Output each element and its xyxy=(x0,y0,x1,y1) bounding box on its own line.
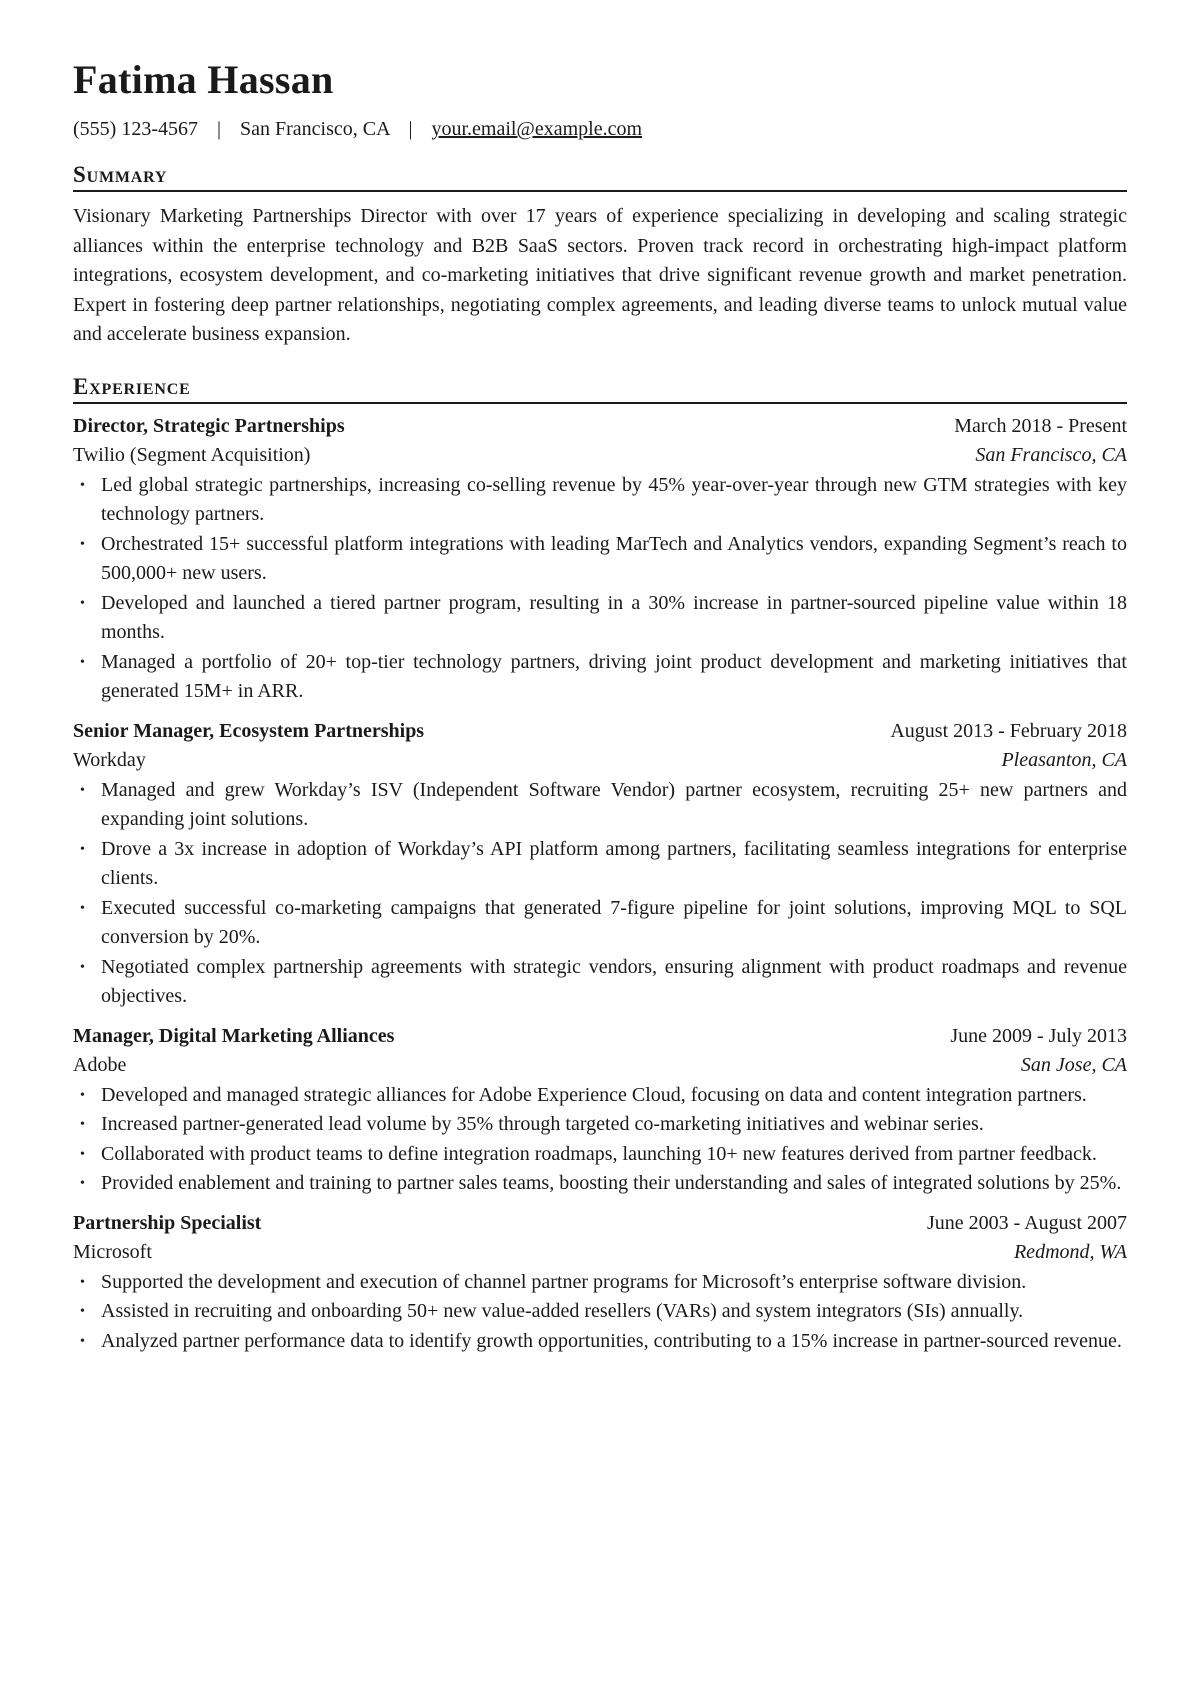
bullet-dot-icon: • xyxy=(80,1176,85,1191)
job-bullet xyxy=(73,1140,1127,1170)
job-entry xyxy=(73,1022,1127,1199)
bullet-dot-icon: • xyxy=(80,1117,85,1132)
summary-text: Visionary Marketing Partnerships Director with over 17 years of experience specializing in developing and scaling strategic alliances within the enterprise technology and B2B SaaS sectors. Proven track record in orchestrating high-impact platform integrations, ecosystem development, and co-marketing initiatives that drive significant revenue growth and market penetration. Expert in fostering deep partner relationships, negotiating complex agreements, and leading diverse teams to unlock mutual value and accelerate business expansion. xyxy=(73,205,1127,345)
bullet-dot-icon: • xyxy=(80,1087,85,1103)
job-company-row xyxy=(73,1051,1127,1081)
bullet-dot-icon: • xyxy=(80,900,85,916)
job-bullet xyxy=(73,648,1127,707)
job-dates: June 2003 - August 2007 xyxy=(927,1211,1127,1234)
job-title: Director, Strategic Partnerships xyxy=(73,414,345,437)
summary-section xyxy=(73,162,1127,350)
bullet-text: Analyzed partner performance data to identify growth opportunities, contributing to a 15% increase in partner-sourced revenue. xyxy=(101,1329,1122,1352)
job-company-row xyxy=(73,441,1127,471)
job-bullet xyxy=(73,589,1127,648)
job-title-row xyxy=(73,1022,1127,1052)
bullet-text: Negotiated complex partnership agreements with strategic vendors, ensuring alignment with product roadmaps and revenue objectives. xyxy=(101,955,1127,1007)
job-bullet xyxy=(73,776,1127,835)
job-company-row xyxy=(73,746,1127,776)
job-bullet xyxy=(73,894,1127,953)
job-title: Senior Manager, Ecosystem Partnerships xyxy=(73,719,425,742)
job-title-row xyxy=(73,412,1127,442)
job-bullet xyxy=(73,1169,1127,1199)
job-title: Manager, Digital Marketing Alliances xyxy=(73,1024,395,1047)
job-bullet xyxy=(73,1081,1127,1111)
summary-heading: Summary xyxy=(73,162,1127,192)
job-bullet-list xyxy=(73,1268,1127,1357)
bullet-text: Managed and grew Workday’s ISV (Independent Software Vendor) partner ecosystem, recruiting 25+ new partners and expanding joint solutions. xyxy=(101,778,1127,830)
job-bullet xyxy=(73,953,1127,1012)
job-title-row xyxy=(73,717,1127,747)
job-bullet xyxy=(73,1110,1127,1140)
resume-page xyxy=(73,58,1127,1366)
job-bullet-list xyxy=(73,776,1127,1012)
bullet-dot-icon: • xyxy=(80,1333,85,1349)
experience-section xyxy=(73,374,1127,1357)
bullet-dot-icon: • xyxy=(80,477,85,493)
contact-line xyxy=(73,116,1127,142)
job-bullet-list xyxy=(73,471,1127,707)
job-company: Microsoft xyxy=(73,1241,152,1263)
bullet-dot-icon: • xyxy=(80,536,85,552)
bullet-dot-icon: • xyxy=(80,654,85,670)
job-bullet xyxy=(73,471,1127,530)
bullet-text: Managed a portfolio of 20+ top-tier technology partners, driving joint product development and marketing initiatives that generated 15M+ in ARR. xyxy=(101,650,1127,702)
bullet-text: Supported the development and execution of channel partner programs for Microsoft’s enterprise software division. xyxy=(101,1270,1027,1293)
bullet-text: Led global strategic partnerships, increasing co-selling revenue by 45% year-over-year through new GTM strategies with key technology partners. xyxy=(101,473,1127,525)
job-entry xyxy=(73,412,1127,707)
resume-header xyxy=(73,58,1127,142)
job-dates: August 2013 - February 2018 xyxy=(890,719,1127,742)
job-location: Pleasanton, CA xyxy=(1001,749,1127,771)
experience-heading: Experience xyxy=(73,374,1127,404)
bullet-text: Assisted in recruiting and onboarding 50+ new value-added resellers (VARs) and system integrators (SIs) annually. xyxy=(101,1300,1024,1322)
bullet-dot-icon: • xyxy=(80,959,85,975)
job-company-row xyxy=(73,1238,1127,1268)
job-entry xyxy=(73,1209,1127,1357)
bullet-text: Executed successful co-marketing campaigns that generated 7-figure pipeline for joint solutions, improving MQL to SQL conversion by 20%. xyxy=(101,896,1127,948)
contact-separator: | xyxy=(408,118,413,140)
job-bullet xyxy=(73,1297,1127,1327)
bullet-text: Provided enablement and training to partner sales teams, boosting their understanding and sales of integrated solutions by 25%. xyxy=(101,1172,1122,1194)
job-bullet-list xyxy=(73,1081,1127,1199)
bullet-text: Orchestrated 15+ successful platform integrations with leading MarTech and Analytics vendors, expanding Segment’s reach to 500,000+ new users. xyxy=(101,532,1127,584)
job-bullet xyxy=(73,1327,1127,1357)
job-bullet xyxy=(73,1268,1127,1298)
email-link[interactable]: your.email@example.com xyxy=(431,118,643,140)
job-title-row xyxy=(73,1209,1127,1239)
bullet-text: Drove a 3x increase in adoption of Workday’s API platform among partners, facilitating seamless integrations for enterprise clients. xyxy=(101,837,1127,889)
contact-separator: | xyxy=(216,118,221,140)
job-dates: March 2018 - Present xyxy=(954,414,1127,437)
job-location: San Francisco, CA xyxy=(975,444,1127,466)
bullet-dot-icon: • xyxy=(80,1304,85,1319)
bullet-text: Collaborated with product teams to define integration roadmaps, launching 10+ new features derived from partner feedback. xyxy=(101,1142,1097,1165)
phone-number: (555) 123-4567 xyxy=(73,118,198,140)
job-entry xyxy=(73,717,1127,1012)
bullet-text: Increased partner-generated lead volume by 35% through targeted co-marketing initiatives and webinar series. xyxy=(101,1113,984,1135)
bullet-dot-icon: • xyxy=(80,1146,85,1162)
bullet-dot-icon: • xyxy=(80,841,85,857)
job-title: Partnership Specialist xyxy=(73,1211,262,1234)
job-location: San Jose, CA xyxy=(1020,1054,1127,1076)
bullet-dot-icon: • xyxy=(80,1274,85,1290)
job-location: Redmond, WA xyxy=(1013,1241,1127,1263)
bullet-text: Developed and launched a tiered partner program, resulting in a 30% increase in partner-sourced pipeline value within 18 months. xyxy=(101,591,1127,643)
bullet-dot-icon: • xyxy=(80,782,85,798)
job-list xyxy=(73,412,1127,1357)
job-company: Workday xyxy=(73,749,146,771)
contact-location: San Francisco, CA xyxy=(240,118,390,140)
bullet-text: Developed and managed strategic alliances for Adobe Experience Cloud, focusing on data and content integration partners. xyxy=(101,1083,1087,1106)
job-company: Adobe xyxy=(73,1054,127,1076)
job-bullet xyxy=(73,835,1127,894)
job-bullet xyxy=(73,530,1127,589)
job-dates: June 2009 - July 2013 xyxy=(950,1024,1127,1047)
candidate-name: Fatima Hassan xyxy=(73,57,334,102)
bullet-dot-icon: • xyxy=(80,595,85,611)
job-company: Twilio (Segment Acquisition) xyxy=(73,444,311,466)
